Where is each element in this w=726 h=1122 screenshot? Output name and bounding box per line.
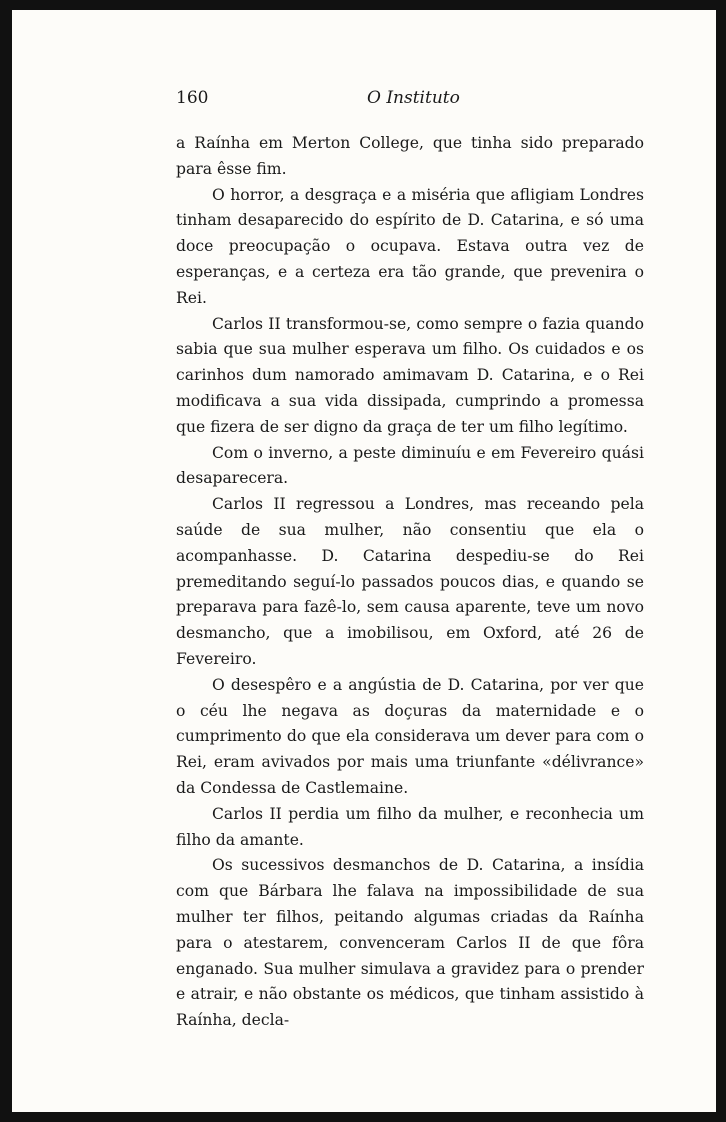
paragraph-3: Carlos II transformou-se, como sempre o fazia quando sabia que sua mulher esperava um filho. Os cuidados e os carinhos dum namorado amimavam D. Catarina, e o Rei modificava a sua vida dissipada, cumprindo a promessa que fizera de ser digno da graça de ter um filho legítimo.: [176, 314, 644, 436]
paragraph-5: Carlos II regressou a Londres, mas receando pela saúde de sua mulher, não consentiu que ela o acompanhasse. D. Catarina despediu-se do Rei premeditando seguí-lo passados poucos dias, e quando se preparava para fazê-lo, sem causa aparente, teve um novo desmancho, que a imobilisou, em Oxford, até 26 de Fevereiro.: [176, 495, 644, 668]
running-title: O Instituto: [367, 88, 460, 108]
paragraph-8: Os sucessivos desmanchos de D. Catarina, a insídia com que Bárbara lhe falava na impossibilidade de sua mulher ter filhos, peitando algumas criadas da Raínha para o atestarem, convenceram Carlos II de que fôra enganado. Sua mulher simulava a gravidez para o prender e atrair, e não obstante os médicos, que tinham assistido à Raínha, decla-: [176, 856, 644, 1030]
body-text: [176, 131, 644, 1034]
paragraph-6: O desespêro e a angústia de D. Catarina, por ver que o céu lhe negava as doçuras da maternidade e o cumprimento do que ela considerava um dever para com o Rei, eram avivados por mais uma triunfante «délivrance» da Condessa de Castlemaine.: [176, 675, 644, 797]
page-number: 160: [176, 88, 209, 108]
page-header: [174, 88, 644, 112]
paragraph-2: O horror, a desgraça e a miséria que afligiam Londres tinham desaparecido do espírito de D. Catarina, e só uma doce preocupação o ocupava. Estava outra vez de esperanças, e a certeza era tão grande, que prevenira o Rei.: [176, 185, 644, 307]
paragraph-4: Com o inverno, a peste diminuíu e em Fevereiro quási desaparecera.: [176, 443, 644, 488]
paragraph-1: a Raínha em Merton College, que tinha sido preparado para êsse fim.: [176, 134, 644, 178]
paragraph-7: Carlos II perdia um filho da mulher, e reconhecia um filho da amante.: [176, 804, 644, 849]
